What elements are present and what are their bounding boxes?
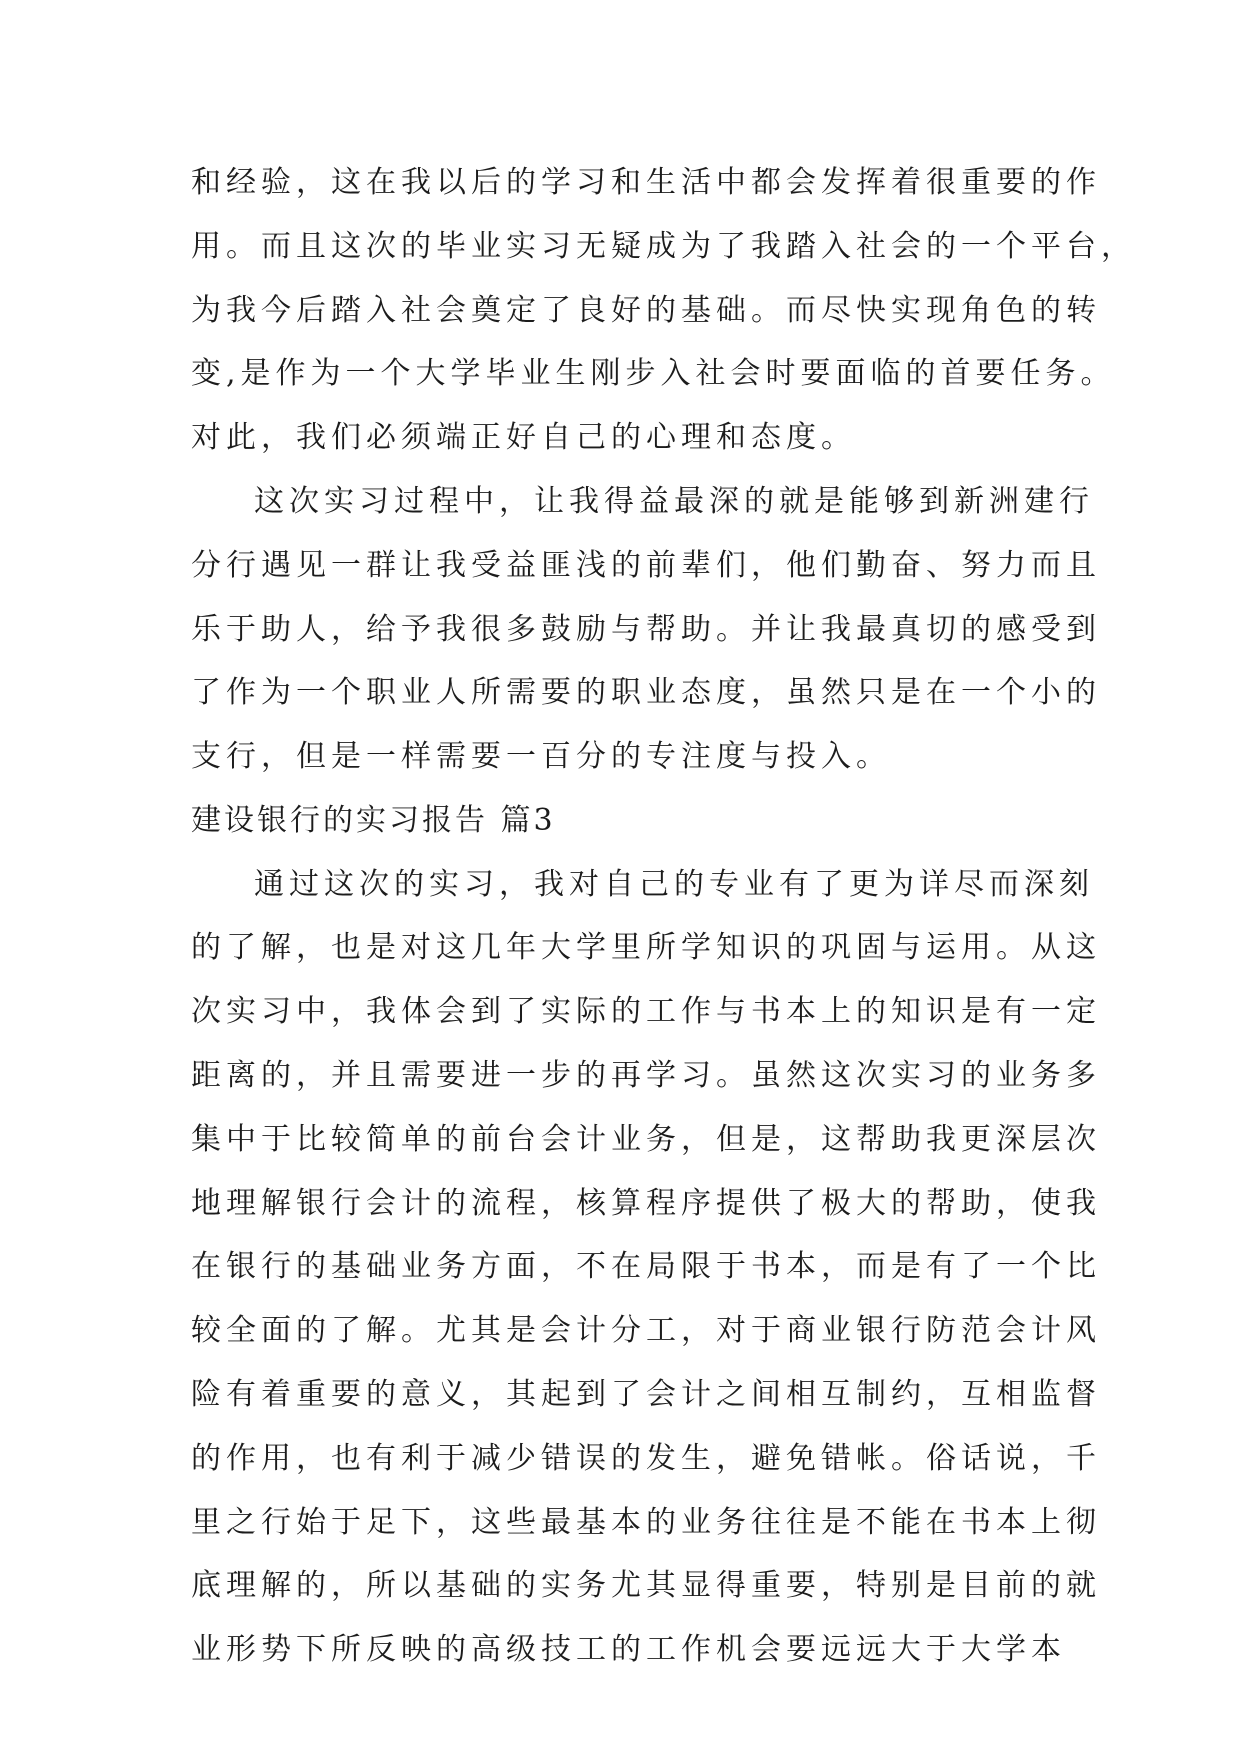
paragraph-line: 对此，我们必须端正好自己的心理和态度。 [191,420,856,455]
paragraph-line: 通过这次的实习，我对自己的专业有了更为详尽而深刻 [254,867,1094,902]
paragraph-line: 地理解银行会计的流程，核算程序提供了极大的帮助，使我 [191,1186,1101,1221]
paragraph-line: 支行，但是一样需要一百分的专注度与投入。 [191,739,891,774]
paragraph-line: 分行遇见一群让我受益匪浅的前辈们，他们勤奋、努力而且 [191,548,1101,583]
paragraph-line: 这次实习过程中，让我得益最深的就是能够到新洲建行 [254,484,1094,519]
paragraph-line: 变,是作为一个大学毕业生刚步入社会时要面临的首要任务。 [191,356,1116,391]
paragraph-line: 了作为一个职业人所需要的职业态度，虽然只是在一个小的 [191,675,1101,710]
paragraph-line: 用。而且这次的毕业实习无疑成为了我踏入社会的一个平台， [191,229,1136,264]
paragraph-line: 乐于助人，给予我很多鼓励与帮助。并让我最真切的感受到 [191,612,1101,647]
paragraph-line: 在银行的基础业务方面，不在局限于书本，而是有了一个比 [191,1249,1101,1284]
paragraph-line: 业形势下所反映的高级技工的工作机会要远远大于大学本 [191,1632,1066,1667]
paragraph-line: 的了解，也是对这几年大学里所学知识的巩固与运用。从这 [191,930,1101,965]
paragraph-line: 较全面的了解。尤其是会计分工，对于商业银行防范会计风 [191,1313,1101,1348]
paragraph-line: 的作用，也有利于减少错误的发生，避免错帐。俗话说，千 [191,1441,1101,1476]
paragraph-line: 距离的，并且需要进一步的再学习。虽然这次实习的业务多 [191,1058,1101,1093]
paragraph-line: 次实习中，我体会到了实际的工作与书本上的知识是有一定 [191,994,1101,1029]
paragraph-line: 和经验，这在我以后的学习和生活中都会发挥着很重要的作 [191,165,1101,200]
paragraph-line: 里之行始于足下，这些最基本的业务往往是不能在书本上彻 [191,1505,1101,1540]
paragraph-line: 集中于比较简单的前台会计业务，但是，这帮助我更深层次 [191,1122,1101,1157]
paragraph-line: 险有着重要的意义，其起到了会计之间相互制约，互相监督 [191,1377,1101,1412]
paragraph-line: 为我今后踏入社会奠定了良好的基础。而尽快实现角色的转 [191,293,1101,328]
section-heading: 建设银行的实习报告 篇3 [191,803,556,838]
paragraph-line: 底理解的，所以基础的实务尤其显得重要，特别是目前的就 [191,1568,1101,1603]
